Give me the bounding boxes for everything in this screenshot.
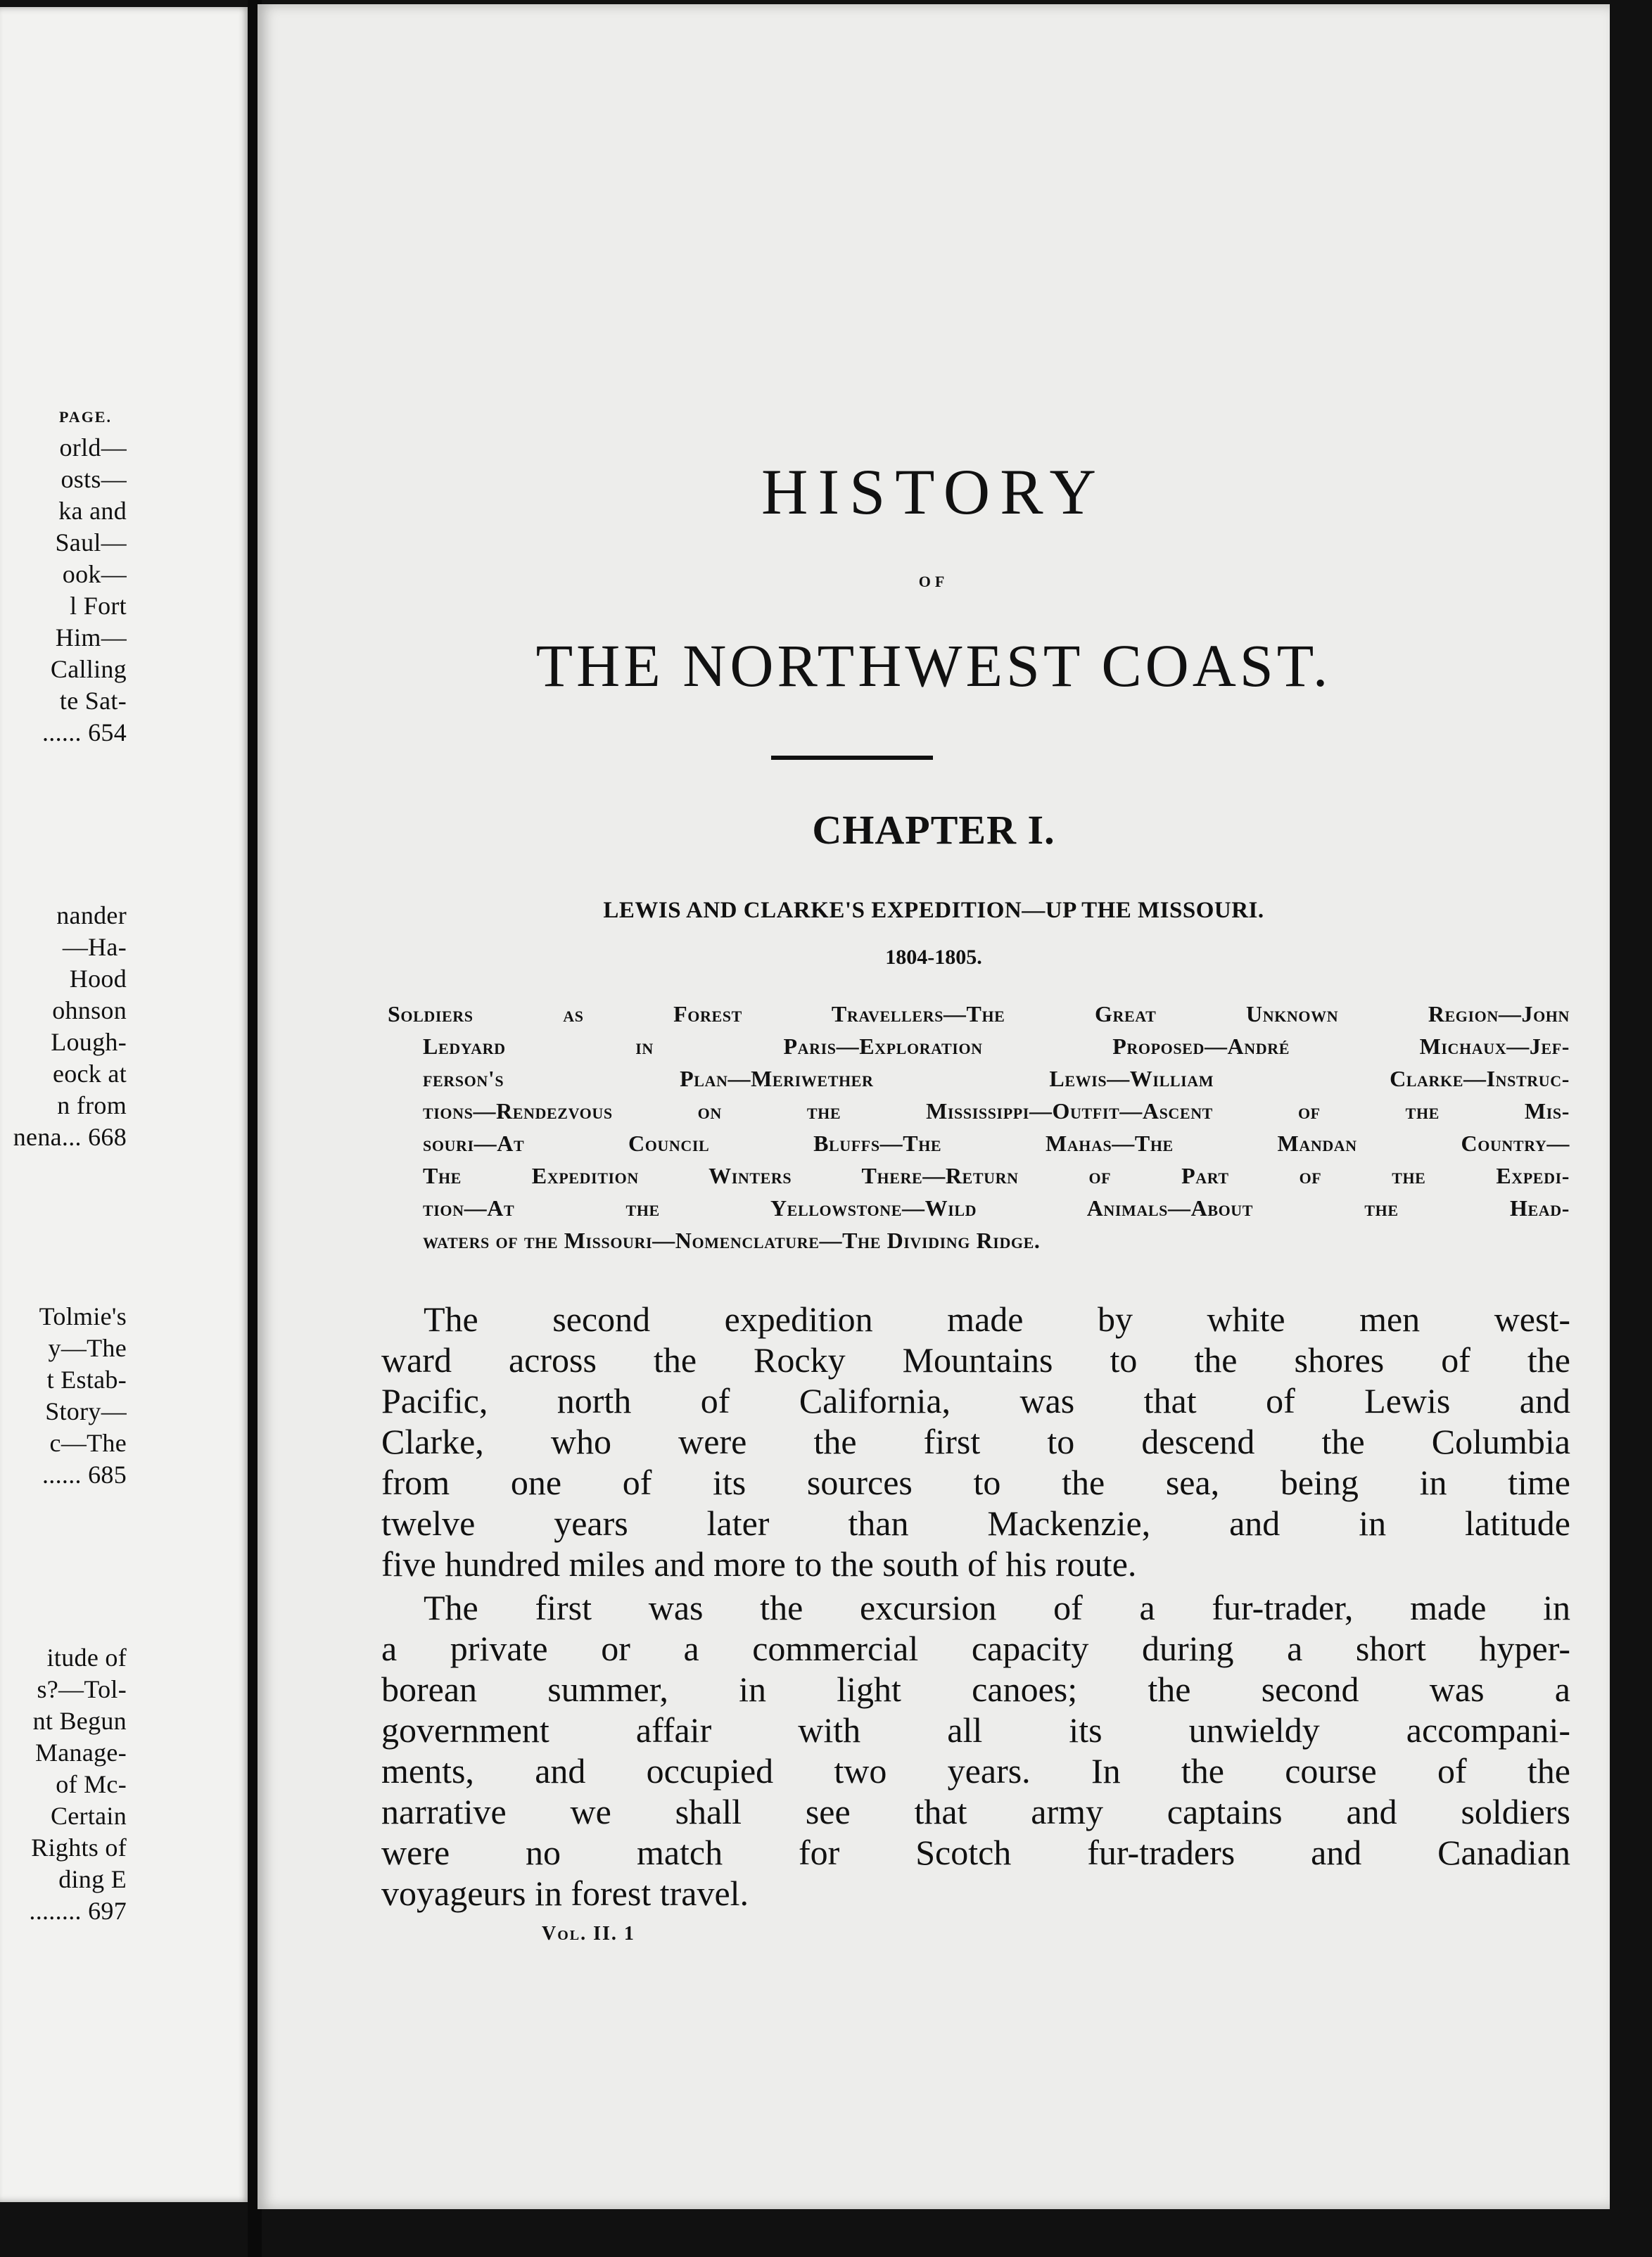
- paragraph-1: [381, 1299, 1570, 1584]
- toc-line: Him—: [55, 623, 127, 651]
- toc-line: nena... 668: [13, 1123, 127, 1151]
- right-page: [258, 4, 1610, 2209]
- summary-line: ferson's Plan—Meriwether Lewis—William Clarke—Instruc-: [423, 1066, 1570, 1091]
- toc-line: s?—Tol-: [37, 1675, 127, 1703]
- book-title-of: OF: [918, 573, 949, 590]
- toc-line: ka and: [58, 497, 127, 525]
- chapter-title: LEWIS AND CLARKE'S EXPEDITION—UP THE MISSOURI.: [603, 898, 1264, 923]
- toc-line: ook—: [62, 560, 127, 588]
- toc-line: ohnson: [52, 996, 127, 1024]
- toc-line: Lough-: [51, 1028, 127, 1056]
- body-line: ments, and occupied two years. In the course of the: [381, 1751, 1570, 1791]
- toc-line: l Fort: [70, 592, 127, 620]
- toc-line: itude of: [46, 1644, 127, 1672]
- toc-line: Rights of: [31, 1833, 127, 1862]
- body-line: narrative we shall see that army captains and soldiers: [381, 1792, 1570, 1831]
- toc-line: Certain: [50, 1802, 127, 1830]
- summary-line: waters of the Missouri—Nomenclature—The Dividing Ridge.: [423, 1228, 1041, 1253]
- chapter-summary: [388, 998, 1570, 1257]
- toc-line: y—The: [48, 1334, 127, 1362]
- toc-line: nander: [56, 901, 127, 929]
- paragraph-2: [381, 1587, 1570, 1914]
- toc-line: of Mc-: [56, 1770, 127, 1798]
- toc-line: Tolmie's: [39, 1302, 127, 1330]
- toc-line: Manage-: [34, 1738, 127, 1767]
- body-line: Clarke, who were the first to descend the Columbia: [381, 1422, 1570, 1461]
- body-line: The first was the excursion of a fur-trader, made in: [424, 1588, 1570, 1627]
- left-page: [0, 7, 250, 2202]
- summary-line: Soldiers as Forest Travellers—The Great Unknown Region—John: [388, 1001, 1570, 1026]
- chapter-years: 1804-1805.: [885, 946, 982, 969]
- toc-line: ...... 685: [42, 1461, 127, 1489]
- body-line: a private or a commercial capacity during a short hyper-: [381, 1629, 1570, 1668]
- toc-line: nt Begun: [32, 1707, 127, 1735]
- toc-line: ding E: [58, 1865, 127, 1893]
- page-signature: Vol. II. 1: [542, 1923, 635, 1945]
- toc-line: eock at: [52, 1060, 127, 1088]
- body-line: five hundred miles and more to the south of his route.: [381, 1544, 1137, 1584]
- toc-line: Calling: [50, 655, 127, 683]
- toc-line: osts—: [61, 465, 127, 493]
- toc-line: Story—: [45, 1397, 127, 1425]
- book-subtitle: THE NORTHWEST COAST.: [535, 632, 1332, 699]
- toc-line: Saul—: [55, 528, 127, 557]
- body-line: from one of its sources to the sea, being in time: [381, 1463, 1570, 1502]
- body-line: were no match for Scotch fur-traders and Canadian: [381, 1833, 1570, 1872]
- summary-line: The Expedition Winters There—Return of Part of the Expedi-: [423, 1163, 1570, 1188]
- toc-line: —Ha-: [62, 933, 127, 961]
- chapter-number: CHAPTER I.: [812, 807, 1055, 853]
- toc-line: ...... 654: [42, 718, 127, 746]
- summary-line: Ledyard in Paris—Exploration Proposed—André Michaux—Jef-: [423, 1034, 1570, 1059]
- toc-line: ........ 697: [29, 1897, 127, 1925]
- body-line: The second expedition made by white men west-: [424, 1299, 1570, 1339]
- body-line: government affair with all its unwieldy accompani-: [381, 1710, 1570, 1750]
- summary-line: tions—Rendezvous on the Mississippi—Outfit—Ascent of the Mis-: [423, 1098, 1570, 1124]
- toc-line: Hood: [69, 965, 127, 993]
- summary-line: souri—At Council Bluffs—The Mahas—The Mandan Country—: [423, 1131, 1570, 1156]
- book-title: HISTORY: [761, 456, 1106, 528]
- toc-line: n from: [57, 1091, 127, 1119]
- title-rule: [771, 756, 933, 760]
- toc-line: orld—: [59, 433, 127, 462]
- body-line: twelve years later than Mackenzie, and in latitude: [381, 1503, 1570, 1543]
- body-line: Pacific, north of California, was that of Lewis and: [381, 1381, 1570, 1420]
- body-line: voyageurs in forest travel.: [381, 1874, 749, 1913]
- toc-page-header: PAGE.: [59, 408, 112, 426]
- body-line: borean summer, in light canoes; the second was a: [381, 1670, 1570, 1709]
- body-line: ward across the Rocky Mountains to the shores of the: [381, 1340, 1570, 1380]
- summary-line: tion—At the Yellowstone—Wild Animals—About the Head-: [423, 1195, 1570, 1221]
- toc-line: t Estab-: [46, 1366, 127, 1394]
- toc-line: te Sat-: [59, 687, 127, 715]
- toc-line: c—The: [49, 1429, 127, 1457]
